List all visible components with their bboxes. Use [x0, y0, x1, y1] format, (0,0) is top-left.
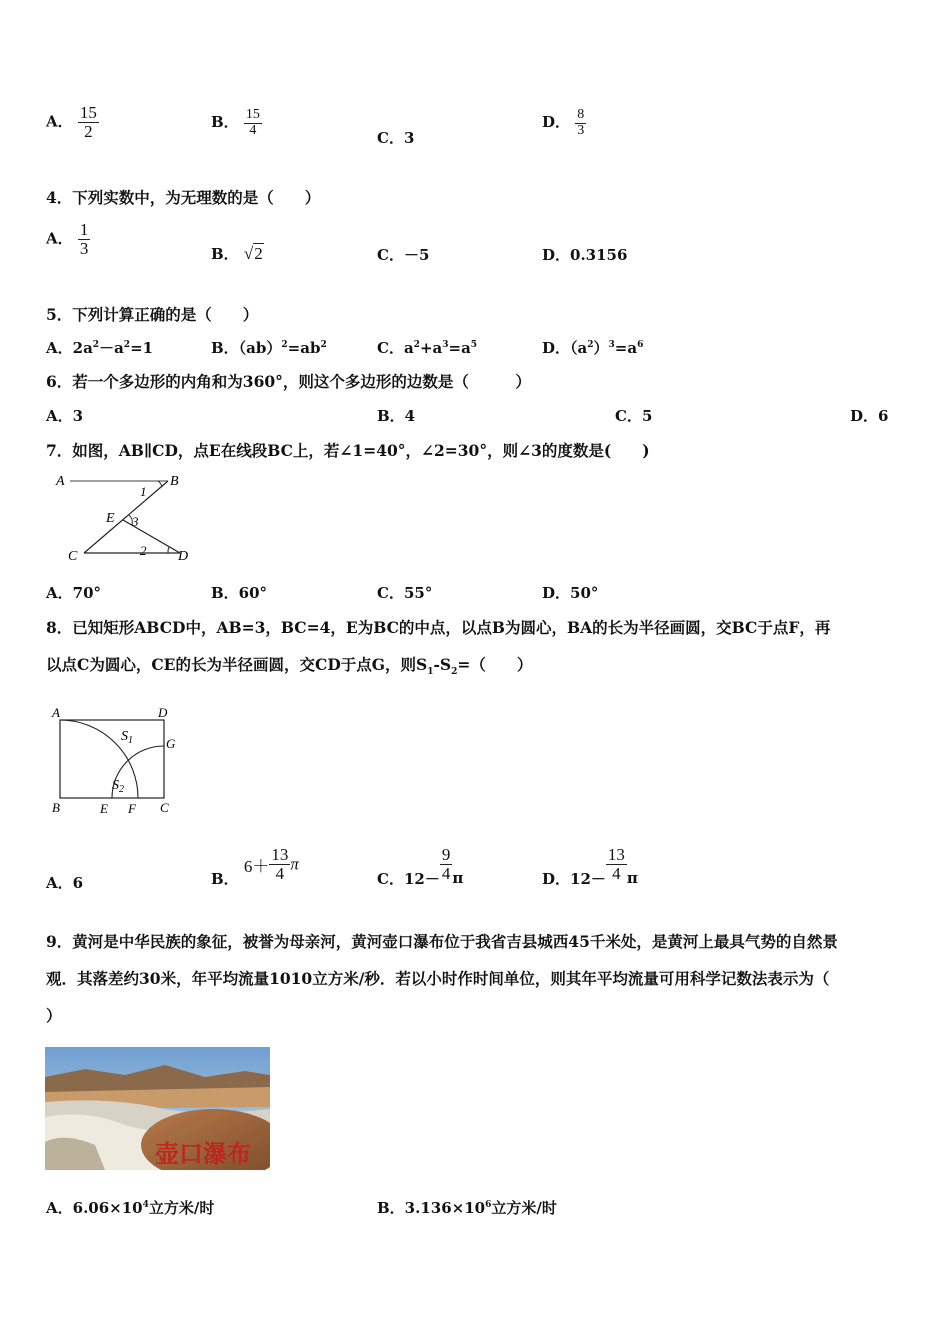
label-f: F	[128, 801, 136, 816]
q5-stem: 5．下列计算正确的是（ ）	[46, 305, 259, 324]
q8-stem-line2: 以点C为圆心，CE的长为半径画圆，交CD于点G，则$S_1-S_2=$（ ）	[46, 655, 533, 678]
q9-stem-line1: 9．黄河是中华民族的象征，被誉为母亲河，黄河壶口瀑布位于我省吉县城西45千米处，是黄河上最具气势的自然景	[46, 932, 838, 951]
angle-2-arc	[168, 547, 169, 553]
label-g: G	[166, 736, 176, 751]
q3-option-b: B． $\frac{15}{4}$	[211, 107, 260, 138]
q7-figure	[50, 468, 200, 568]
label-angle-1: 1	[140, 484, 147, 499]
angle-1-arc	[158, 481, 162, 487]
q4-option-c: C．－5	[377, 246, 430, 264]
fraction: $\frac{15}{4}$	[245, 107, 260, 138]
q9-option-b: B．$3.136\times 10^6$立方米/时	[377, 1199, 557, 1217]
q3-option-c: C．3	[377, 129, 415, 147]
q6-option-a: A．3	[46, 407, 84, 425]
fraction: $\frac{13}{4}$	[607, 845, 625, 883]
q8-figure	[46, 702, 186, 820]
fraction: $\frac{1}{3}$	[79, 220, 89, 258]
q8-option-c: C．12－ $\frac{9}{4}$ π	[377, 845, 464, 888]
q9-option-a: A．$6.06\times 10^4$立方米/时	[46, 1199, 215, 1217]
q4-stem: 4．下列实数中，为无理数的是（ ）	[46, 188, 321, 207]
label-d: D	[158, 705, 168, 720]
label-s2: $S_2$	[112, 778, 124, 795]
q7-option-a: A．70°	[46, 584, 102, 602]
q8-option-a: A．6	[46, 874, 84, 892]
q8-stem-line1: 8．已知矩形ABCD中，AB=3，BC=4，E为BC的中点，以点B为圆心，BA的长为半径画圆，交BC于点F，再	[46, 618, 831, 637]
q6-stem: 6．若一个多边形的内角和为360°，则这个多边形的边数是（ ）	[46, 372, 531, 391]
q6-option-b: B．4	[377, 407, 416, 425]
q8-option-b: B． 6＋ $\frac{13}{4}$ π	[211, 845, 299, 888]
label-a: A	[56, 474, 65, 489]
label-b: B	[52, 800, 60, 815]
photo-caption: 壶口瀑布	[155, 1140, 251, 1168]
line-bc	[84, 481, 168, 553]
q7-option-b: B．60°	[211, 584, 268, 602]
q8-option-d: D．12－ $\frac{13}{4}$ π	[542, 845, 638, 888]
waterfall-photo	[45, 1047, 270, 1170]
q6-option-d: D．6	[850, 407, 889, 425]
q9-stem-line2: 观．其落差约30米，年平均流量1010立方米/秒．若以小时作时间单位，则其年平均流量可用科学记数法表示为（	[46, 969, 830, 988]
q4-option-b: B． √2	[211, 244, 263, 263]
fraction: $\frac{9}{4}$	[441, 845, 451, 883]
q9-stem-line3: ）	[46, 1006, 62, 1025]
label-e: E	[106, 511, 115, 526]
label-angle-2: 2	[140, 543, 147, 558]
q5-option-c: C．$a^2+a^3=a^5$	[377, 339, 478, 357]
q3-option-a: A． $\frac{15}{2}$	[46, 103, 97, 141]
q7-stem: 7．如图，AB∥CD，点E在线段BC上，若∠1=40°，∠2=30°，则∠3的度数是( )	[46, 441, 650, 460]
fraction: $\frac{15}{2}$	[79, 103, 97, 141]
q7-option-c: C．55°	[377, 584, 433, 602]
label-angle-3: 3	[132, 514, 139, 529]
q5-option-b: B．$(ab)^2=ab^2$	[211, 339, 327, 357]
label-b: B	[170, 474, 179, 489]
label-s1: $S_1$	[121, 729, 133, 746]
q4-option-d: D．0.3156	[542, 246, 628, 264]
q3-option-d: D． $\frac{8}{3}$	[542, 107, 585, 138]
q5-option-a: A．$2a^2-a^2=1$	[46, 339, 154, 357]
fraction: $\frac{8}{3}$	[577, 107, 585, 138]
label-d: D	[178, 549, 189, 564]
fraction: $\frac{13}{4}$	[271, 845, 289, 883]
q4-option-a: A． $\frac{1}{3}$	[46, 220, 89, 258]
sqrt-symbol: √2	[243, 244, 263, 263]
q6-option-c: C．5	[615, 407, 653, 425]
label-c: C	[68, 549, 78, 564]
label-e: E	[100, 801, 108, 816]
q5-option-d: D．$(a^2)^3=a^6$	[542, 339, 644, 357]
q7-option-d: D．50°	[542, 584, 599, 602]
label-c: C	[160, 800, 169, 815]
label-a: A	[52, 705, 60, 720]
